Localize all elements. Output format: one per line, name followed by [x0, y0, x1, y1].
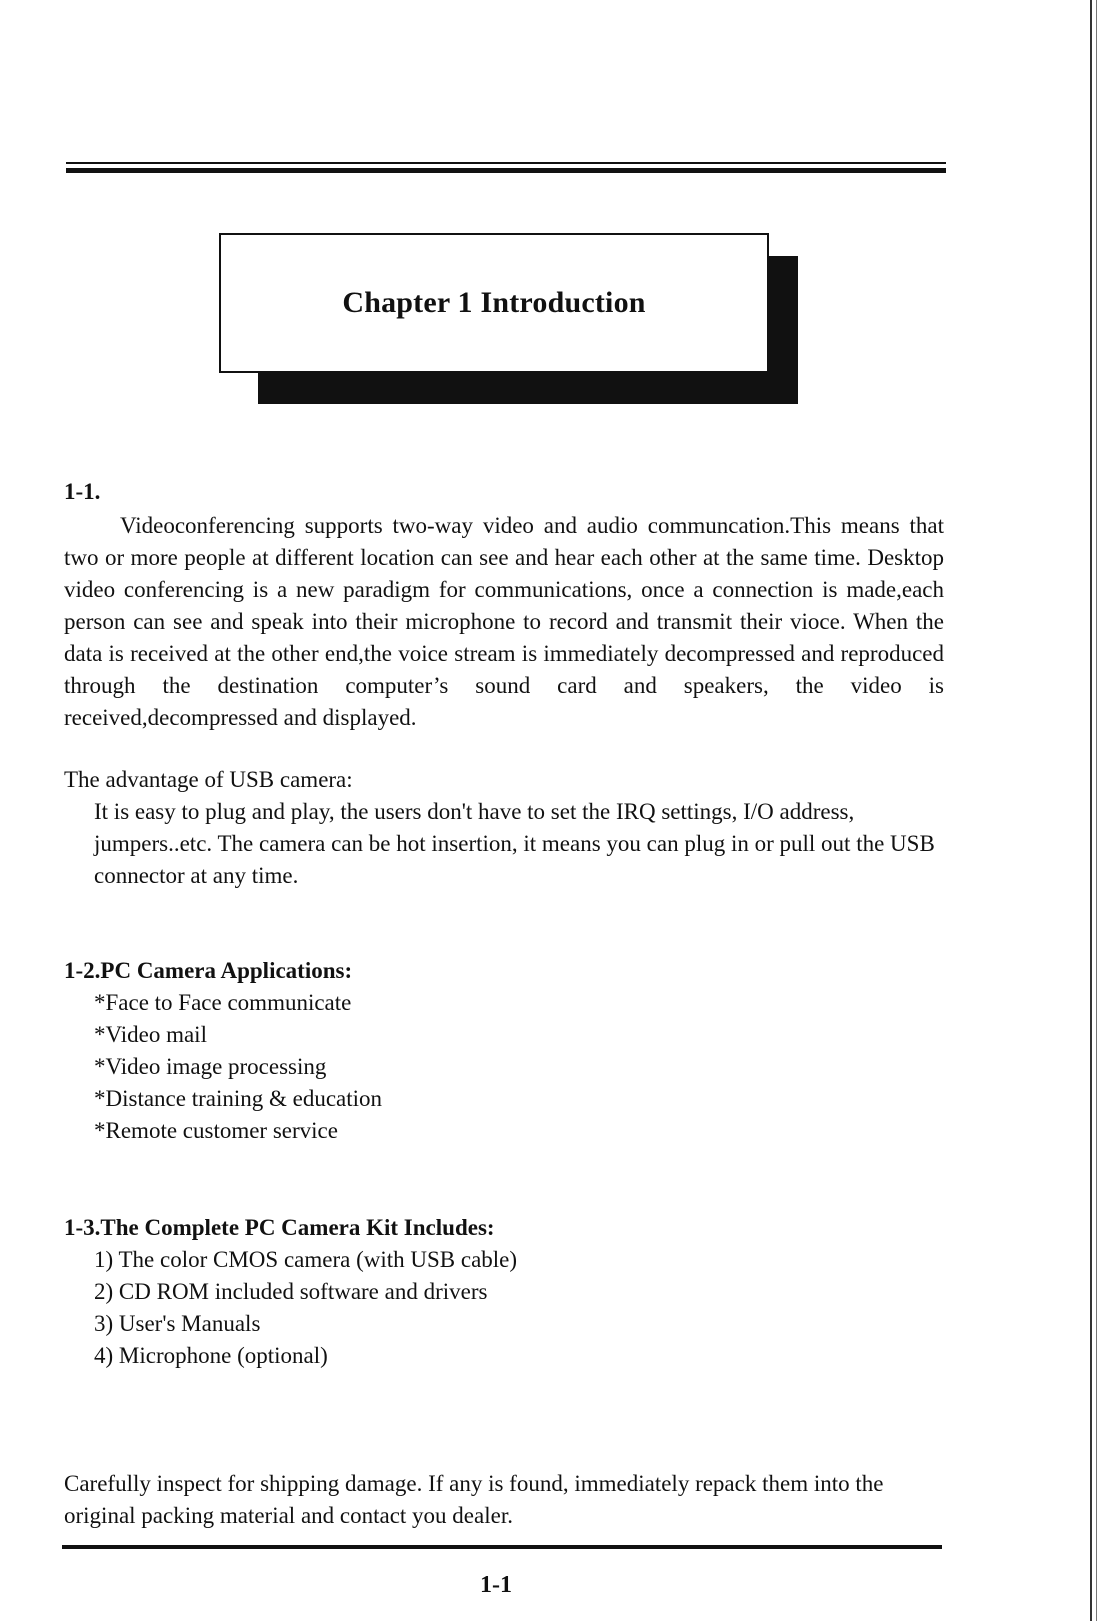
section-1-2-heading: 1-2.PC Camera Applications: [64, 958, 353, 983]
application-item: *Remote customer service [94, 1118, 338, 1143]
bottom-rule [62, 1545, 942, 1549]
shipping-notice: Carefully inspect for shipping damage. If any is found, immediately repack them into the original packing material and contact you dealer. [64, 1471, 884, 1528]
top-rule-thick [66, 168, 946, 173]
section-1-1-heading: 1-1. [64, 479, 101, 504]
kit-item: 2) CD ROM included software and drivers [94, 1279, 488, 1304]
top-rule-thin [66, 162, 946, 164]
scan-edge-line-secondary [1096, 0, 1097, 1621]
kit-item: 1) The color CMOS camera (with USB cable) [94, 1247, 518, 1272]
advantage-heading: The advantage of USB camera: [64, 767, 353, 792]
application-item: *Video image processing [94, 1054, 327, 1079]
kit-item: 4) Microphone (optional) [94, 1343, 328, 1368]
section-1-1-body: Videoconferencing supports two-way video and audio communcation.This means that two or more people at different location can see and hear each other at the same time. Desktop video conferencing is a new paradigm for communications, once a connection is made,each person can see and speak into their microphone to record and transmit their vioce. When the data is received at the other end,the voice stream is immediately decompressed and reproduced through the destination computer’s sound card and speakers, the video is received,decompressed and displayed. [64, 513, 944, 730]
application-item: *Video mail [94, 1022, 207, 1047]
application-item: *Face to Face communicate [94, 990, 352, 1015]
chapter-title-box [219, 233, 769, 373]
kit-item: 3) User's Manuals [94, 1311, 261, 1336]
chapter-title: Chapter 1 Introduction [342, 286, 646, 319]
advantage-body: It is easy to plug and play, the users don't have to set the IRQ settings, I/O address, jumpers..etc. The camera can be hot insertion, it means you can plug in or pull out the USB connector at any time. [94, 799, 935, 888]
application-item: *Distance training & education [94, 1086, 383, 1111]
section-1-3-heading: 1-3.The Complete PC Camera Kit Includes: [64, 1215, 495, 1240]
page-number: 1-1 [480, 1572, 512, 1598]
scan-edge-line [1090, 0, 1092, 1621]
